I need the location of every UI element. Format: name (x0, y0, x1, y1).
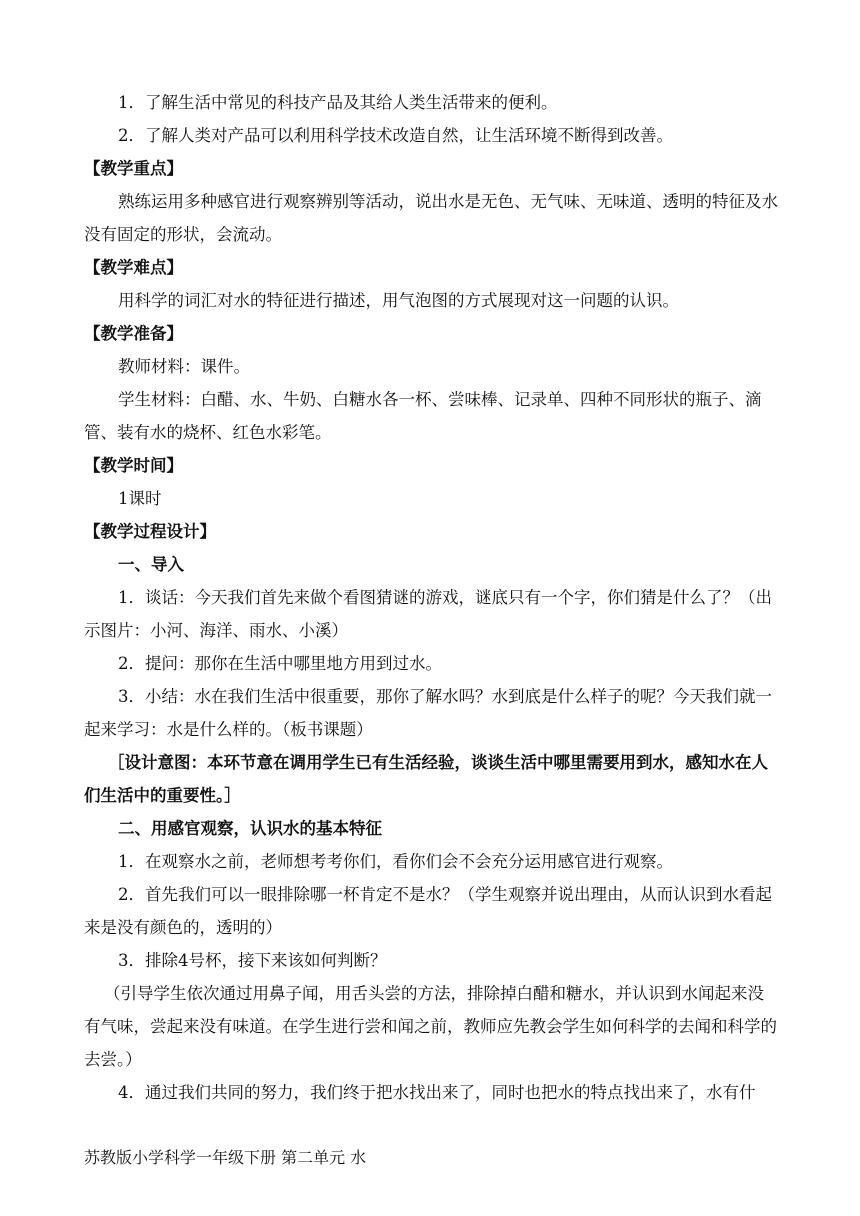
page-footer: 苏教版小学科学一年级下册 第二单元 水 (84, 1148, 367, 1167)
heading-process: 【教学过程设计】 (84, 522, 216, 541)
paragraph-time: 1课时 (118, 489, 162, 508)
paragraph-intro-1: 1．谈话：今天我们首先来做个看图猜谜的游戏，谜底只有一个字，你们猜是什么了？（出示图片：小河、海洋、雨水、小溪） (84, 588, 772, 640)
design-intent-note: ［设计意图：本环节意在调用学生已有生活经验，谈谈生活中哪里需要用到水，感知水在人们生活中的重要性。］ (84, 753, 768, 805)
heading-key-points: 【教学重点】 (84, 159, 183, 178)
paragraph-intro-2: 2．提问：那你在生活中哪里地方用到过水。 (118, 654, 442, 673)
paragraph-goal-2: 2．了解人类对产品可以利用科学技术改造自然，让生活环境不断得到改善。 (118, 126, 673, 145)
document-body (84, 86, 778, 1109)
paragraph-key-points: 熟练运用多种感官进行观察辨别等活动，说出水是无色、无气味、无味道、透明的特征及水没有固定的形状，会流动。 (84, 192, 778, 244)
paragraph-goal-1: 1．了解生活中常见的科技产品及其给人类生活带来的便利。 (118, 93, 558, 112)
paragraph-observe-4: 4．通过我们共同的努力，我们终于把水找出来了，同时也把水的特点找出来了，水有什 (118, 1083, 756, 1102)
paragraph-teacher-materials: 教师材料：课件。 (118, 357, 250, 376)
paragraph-observe-guide: （引导学生依次通过用鼻子闻，用舌头尝的方法，排除掉白醋和糖水，并认识到水闻起来没有气味，尝起来没有味道。在学生进行尝和闻之前，教师应先教会学生如何科学的去闻和科学的去尝。） (84, 984, 777, 1069)
heading-difficulties: 【教学难点】 (84, 258, 183, 277)
paragraph-observe-2: 2．首先我们可以一眼排除哪一杯肯定不是水？（学生观察并说出理由，从而认识到水看起来是没有颜色的，透明的） (84, 885, 772, 937)
paragraph-observe-1: 1．在观察水之前，老师想考考你们，看你们会不会充分运用感官进行观察。 (118, 852, 673, 871)
paragraph-observe-3: 3．排除4号杯，接下来该如何判断？ (118, 951, 387, 970)
paragraph-intro-3: 3．小结：水在我们生活中很重要，那你了解水吗？水到底是什么样子的呢？今天我们就一起来学习：水是什么样的。（板书课题） (84, 687, 772, 739)
subheading-intro: 一、导入 (118, 555, 184, 574)
subheading-observation: 二、用感官观察，认识水的基本特征 (118, 819, 382, 838)
heading-preparation: 【教学准备】 (84, 324, 183, 343)
heading-time: 【教学时间】 (84, 456, 183, 475)
paragraph-student-materials: 学生材料：白醋、水、牛奶、白糖水各一杯、尝味棒、记录单、四种不同形状的瓶子、滴管、装有水的烧杯、红色水彩笔。 (84, 390, 762, 442)
paragraph-difficulties: 用科学的词汇对水的特征进行描述，用气泡图的方式展现对这一问题的认识。 (118, 291, 679, 310)
